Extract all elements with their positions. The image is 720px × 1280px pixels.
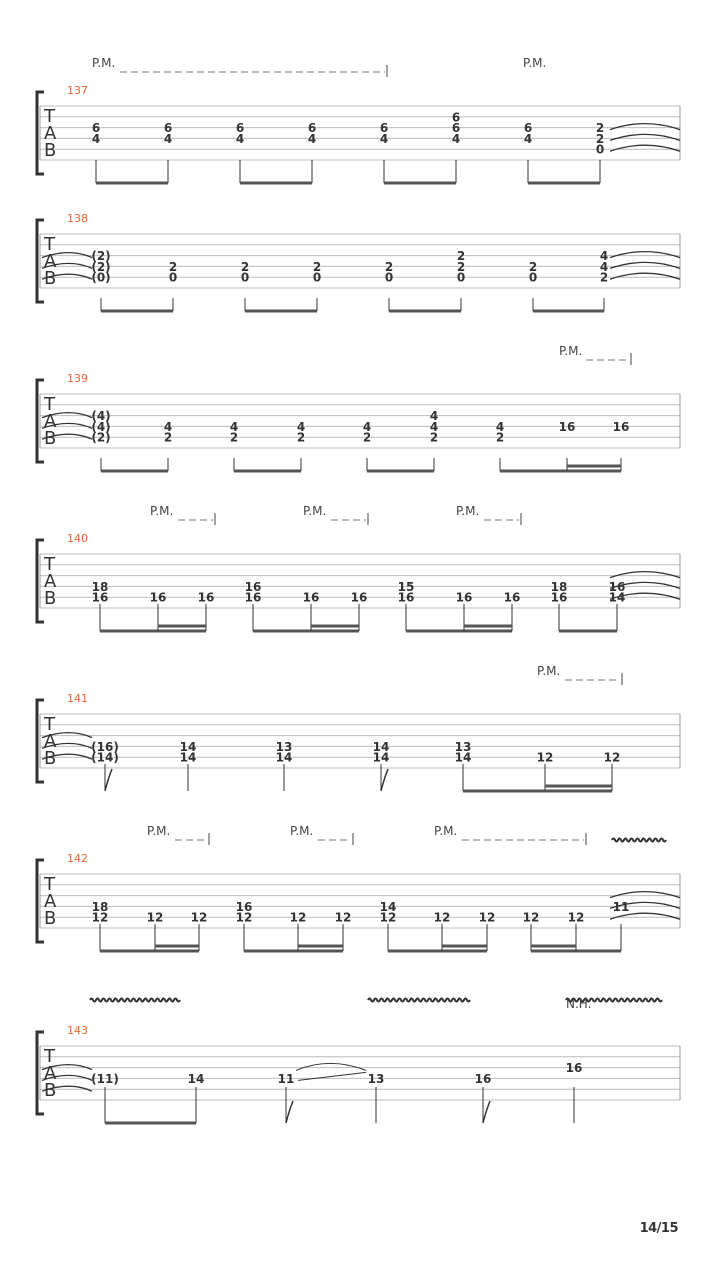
tab-system: [37, 56, 680, 183]
fret-number: 14: [187, 1071, 205, 1086]
tab-clef-letter: T: [44, 554, 55, 575]
tab-system: [37, 212, 680, 311]
tab-clef-letter: A: [44, 571, 57, 592]
fret-number: 4: [523, 131, 533, 146]
tab-clef-letter: B: [44, 428, 57, 449]
fret-number: 6: [307, 121, 317, 136]
slide-line: [298, 1072, 366, 1080]
fret-number: 2: [168, 259, 178, 274]
fret-number: 16: [608, 579, 626, 594]
note-flag: [381, 769, 388, 791]
fret-number: 4: [362, 419, 372, 434]
tab-clef-letter: B: [44, 908, 57, 929]
fret-number: 0: [528, 270, 538, 285]
vibrato-wave: [368, 999, 470, 1002]
palm-mute-label: P.M.: [147, 824, 171, 838]
fret-number: 16: [302, 590, 320, 605]
fret-number: 12: [190, 910, 208, 925]
fret-number: 16: [558, 419, 576, 434]
fret-number: 0: [384, 270, 394, 285]
fret-number: 2: [456, 249, 466, 264]
fret-number: 14: [372, 750, 390, 765]
natural-harmonic-label: N.H.: [566, 997, 592, 1011]
tie-arc: [610, 252, 680, 258]
tab-system: [37, 997, 680, 1123]
bar-number: 143: [67, 1024, 88, 1037]
fret-number: (2): [91, 249, 111, 264]
bar-number: 138: [67, 212, 88, 225]
bar-number: 142: [67, 852, 88, 865]
fret-number: 12: [289, 910, 307, 925]
palm-mute-label: P.M.: [523, 56, 547, 70]
fret-number: 2: [599, 270, 609, 285]
fret-number: 4: [495, 419, 505, 434]
fret-number: 16: [397, 590, 415, 605]
fret-number: (16): [91, 739, 119, 754]
tie-arc: [610, 262, 680, 268]
tab-clef-letter: A: [44, 1063, 57, 1084]
fret-number: 2: [429, 430, 439, 445]
fret-number: 6: [451, 110, 461, 125]
bar-number: 139: [67, 372, 88, 385]
tie-arc: [610, 572, 680, 578]
fret-number: 4: [429, 409, 439, 424]
fret-number: 4: [163, 131, 173, 146]
tab-clef-letter: T: [44, 874, 55, 895]
tab-clef-letter: B: [44, 748, 57, 769]
fret-number: 12: [334, 910, 352, 925]
fret-number: 6: [235, 121, 245, 136]
fret-number: 16: [550, 590, 568, 605]
fret-number: 6: [91, 121, 101, 136]
tab-clef-letter: A: [44, 891, 57, 912]
fret-number: 4: [235, 131, 245, 146]
tab-clef-letter: B: [44, 268, 57, 289]
fret-number: 12: [536, 750, 554, 765]
fret-number: (2): [91, 259, 111, 274]
fret-number: 2: [384, 259, 394, 274]
fret-number: (11): [91, 1071, 119, 1086]
fret-number: 12: [478, 910, 496, 925]
fret-number: (0): [91, 270, 111, 285]
palm-mute-label: P.M.: [434, 824, 458, 838]
fret-number: 2: [163, 430, 173, 445]
fret-number: 2: [240, 259, 250, 274]
fret-number: 6: [523, 121, 533, 136]
tab-system: [37, 824, 680, 951]
fret-number: 15: [397, 579, 415, 594]
fret-number: 11: [277, 1071, 295, 1086]
fret-number: 12: [567, 910, 585, 925]
vibrato-wave: [612, 839, 666, 842]
fret-number: 18: [91, 899, 109, 914]
fret-number: 12: [433, 910, 451, 925]
fret-number: 4: [599, 259, 609, 274]
fret-number: 14: [608, 590, 626, 605]
fret-number: 18: [550, 579, 568, 594]
palm-mute-label: P.M.: [537, 664, 561, 678]
fret-number: 16: [503, 590, 521, 605]
tie-arc: [610, 273, 680, 279]
fret-number: (2): [91, 430, 111, 445]
fret-number: 14: [379, 899, 397, 914]
tab-clef-letter: T: [44, 1046, 55, 1067]
fret-number: 0: [168, 270, 178, 285]
page-number: 14/15: [639, 1221, 678, 1236]
palm-mute-label: P.M.: [150, 504, 174, 518]
fret-number: (14): [91, 750, 119, 765]
slur-arc: [296, 1063, 366, 1070]
tie-arc: [610, 124, 680, 130]
fret-number: 12: [379, 910, 397, 925]
fret-number: 6: [451, 121, 461, 136]
fret-number: 12: [522, 910, 540, 925]
fret-number: 4: [91, 131, 101, 146]
fret-number: 16: [91, 590, 109, 605]
fret-number: 4: [451, 131, 461, 146]
vibrato-wave: [90, 999, 180, 1002]
tab-clef-letter: A: [44, 731, 57, 752]
fret-number: 12: [91, 910, 109, 925]
tab-clef-letter: B: [44, 588, 57, 609]
tab-clef-letter: A: [44, 251, 57, 272]
fret-number: 6: [379, 121, 389, 136]
fret-number: 16: [612, 419, 630, 434]
tab-system: [37, 344, 680, 471]
note-flag: [105, 769, 112, 791]
fret-number: 11: [612, 899, 630, 914]
tab-system: [37, 664, 680, 791]
fret-number: 12: [603, 750, 621, 765]
fret-number: 16: [350, 590, 368, 605]
fret-number: 13: [367, 1071, 385, 1086]
fret-number: 6: [163, 121, 173, 136]
tab-clef-letter: T: [44, 234, 55, 255]
fret-number: 4: [307, 131, 317, 146]
tie-arc: [610, 134, 680, 140]
fret-number: 13: [454, 739, 472, 754]
fret-number: 4: [599, 249, 609, 264]
fret-number: 16: [149, 590, 167, 605]
tab-clef-letter: T: [44, 394, 55, 415]
tab-clef-letter: B: [44, 140, 57, 161]
bar-number: 140: [67, 532, 88, 545]
note-flag: [483, 1101, 490, 1123]
fret-number: 2: [595, 121, 605, 136]
fret-number: 14: [372, 739, 390, 754]
fret-number: (4): [91, 409, 111, 424]
fret-number: 2: [362, 430, 372, 445]
fret-number: 14: [179, 739, 197, 754]
fret-number: 16: [235, 899, 253, 914]
tie-arc: [610, 892, 680, 898]
fret-number: 18: [91, 579, 109, 594]
fret-number: 2: [595, 131, 605, 146]
tie-arc: [610, 145, 680, 151]
tie-arc: [610, 913, 680, 919]
fret-number: 12: [235, 910, 253, 925]
palm-mute-label: P.M.: [559, 344, 583, 358]
fret-number: 2: [296, 430, 306, 445]
fret-number: 16: [455, 590, 473, 605]
bar-number: 137: [67, 84, 88, 97]
tab-clef-letter: B: [44, 1080, 57, 1101]
fret-number: 16: [474, 1071, 492, 1086]
fret-number: 2: [456, 259, 466, 274]
fret-number: 13: [275, 739, 293, 754]
fret-number: 4: [296, 419, 306, 434]
fret-number: 14: [179, 750, 197, 765]
fret-number: 0: [456, 270, 466, 285]
fret-number: 2: [495, 430, 505, 445]
tab-system: [37, 504, 680, 631]
tab-clef-letter: T: [44, 106, 55, 127]
fret-number: 0: [240, 270, 250, 285]
tab-clef-letter: A: [44, 123, 57, 144]
fret-number: 14: [275, 750, 293, 765]
tab-clef-letter: T: [44, 714, 55, 735]
fret-number: 0: [595, 142, 605, 157]
fret-number: 4: [229, 419, 239, 434]
fret-number: 16: [244, 590, 262, 605]
palm-mute-label: P.M.: [92, 56, 116, 70]
fret-number: 16: [244, 579, 262, 594]
fret-number: 14: [454, 750, 472, 765]
fret-number: 4: [163, 419, 173, 434]
fret-number: 16: [565, 1061, 583, 1076]
fret-number: 0: [312, 270, 322, 285]
fret-number: 16: [197, 590, 215, 605]
fret-number: 2: [312, 259, 322, 274]
palm-mute-label: P.M.: [290, 824, 314, 838]
fret-number: (4): [91, 419, 111, 434]
bar-number: 141: [67, 692, 88, 705]
palm-mute-label: P.M.: [303, 504, 327, 518]
palm-mute-label: P.M.: [456, 504, 480, 518]
fret-number: 2: [528, 259, 538, 274]
tab-clef-letter: A: [44, 411, 57, 432]
note-flag: [286, 1101, 293, 1123]
fret-number: 2: [229, 430, 239, 445]
fret-number: 4: [379, 131, 389, 146]
fret-number: 12: [146, 910, 164, 925]
fret-number: 4: [429, 419, 439, 434]
